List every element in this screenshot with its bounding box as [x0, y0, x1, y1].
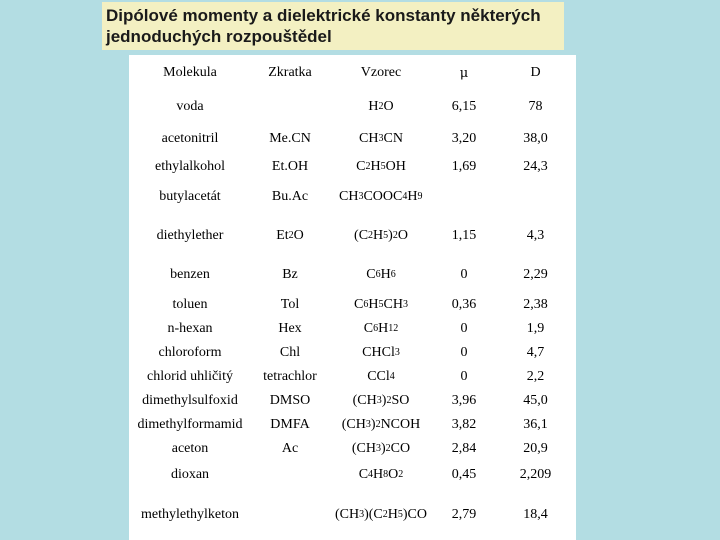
title-line-1: Dipólové momenty a dielektrické konstanty některých — [106, 6, 541, 25]
table-row — [129, 365, 576, 389]
cell-mu: 1,15 — [451, 228, 477, 243]
cell-mu: 2,84 — [451, 441, 477, 456]
cell-molekula: dioxan — [170, 467, 210, 482]
cell-vzorec: C 4 H 8 O 2 — [358, 467, 404, 482]
cell-molekula: ethylalkohol — [155, 159, 225, 174]
cell-d: 2,2 — [526, 369, 545, 384]
cell-zkratka — [251, 91, 329, 123]
cell-vzorec: (CH 3 ) 2 CO — [351, 441, 411, 456]
cell-mu: 0,45 — [451, 467, 477, 482]
cell-d: 2,38 — [523, 297, 548, 312]
header-vzorec: Vzorec — [360, 65, 402, 80]
cell-zkratka: Bz — [282, 267, 298, 282]
table-row — [129, 123, 576, 155]
table-row — [129, 461, 576, 489]
header-zkratka: Zkratka — [268, 65, 312, 80]
table-row — [129, 179, 576, 215]
cell-vzorec: (CH 3 )(C 2 H 5 )CO — [334, 506, 428, 522]
cell-vzorec: CHCl 3 — [362, 345, 400, 360]
table-row — [129, 341, 576, 365]
cell-zkratka: Hex — [278, 321, 302, 336]
cell-d: 4,7 — [526, 345, 545, 360]
cell-zkratka: DMFA — [270, 417, 310, 432]
cell-mu: 3,96 — [451, 393, 477, 408]
cell-molekula: voda — [176, 99, 204, 114]
cell-zkratka — [251, 461, 329, 489]
table-row — [129, 215, 576, 257]
cell-mu: 1,69 — [451, 159, 477, 174]
cell-molekula: n-hexan — [167, 321, 213, 336]
cell-molekula: chloroform — [158, 345, 222, 360]
cell-zkratka: Tol — [280, 297, 300, 312]
cell-mu: 0 — [460, 267, 468, 282]
cell-mu: 0 — [460, 369, 468, 384]
cell-vzorec: C 2 H 5 OH — [356, 159, 406, 174]
table-row — [129, 257, 576, 293]
cell-mu: 2,79 — [451, 506, 477, 522]
cell-zkratka: Me.CN — [269, 131, 311, 146]
cell-zkratka — [251, 489, 329, 540]
table-row — [129, 293, 576, 317]
cell-vzorec: (CH 3 ) 2 NCOH — [341, 417, 421, 432]
cell-d — [495, 179, 576, 215]
slide-title — [102, 2, 564, 50]
cell-molekula: butylacetát — [159, 189, 221, 204]
cell-molekula: chlorid uhličitý — [147, 369, 233, 384]
cell-d: 2,29 — [523, 267, 548, 282]
cell-d: 18,4 — [523, 506, 548, 522]
cell-zkratka: Ac — [281, 441, 299, 456]
cell-molekula: diethylether — [156, 228, 224, 243]
cell-d: 36,1 — [523, 417, 548, 432]
cell-d: 20,9 — [523, 441, 548, 456]
cell-d: 4,3 — [526, 228, 545, 243]
cell-zkratka: DMSO — [269, 393, 311, 408]
title-line-2: jednoduchých rozpouštědel — [106, 27, 332, 46]
cell-vzorec: H 2 O — [368, 99, 394, 114]
table-header-row — [129, 55, 576, 91]
table-row — [129, 437, 576, 461]
cell-vzorec: (CH 3 ) 2 SO — [352, 393, 410, 408]
table-row — [129, 389, 576, 413]
cell-d: 2,209 — [519, 467, 552, 482]
cell-mu: 3,82 — [451, 417, 477, 432]
cell-zkratka: Et.OH — [271, 159, 309, 174]
cell-vzorec: CCl 4 — [367, 369, 395, 384]
cell-mu: 0 — [460, 321, 468, 336]
cell-zkratka: Bu.Ac — [271, 189, 309, 204]
cell-molekula: methylethylketon — [141, 506, 239, 522]
cell-molekula: toluen — [172, 297, 208, 312]
table-row — [129, 489, 576, 540]
table-row — [129, 155, 576, 179]
cell-d: 45,0 — [523, 393, 548, 408]
cell-molekula: aceton — [171, 441, 209, 456]
header-d: D — [530, 65, 541, 80]
cell-mu: 3,20 — [451, 131, 477, 146]
table-row — [129, 91, 576, 123]
cell-vzorec: C 6 H 6 — [366, 267, 396, 282]
cell-vzorec: C 6 H 12 — [363, 321, 399, 336]
cell-mu: 0,36 — [451, 297, 477, 312]
cell-molekula: dimethylsulfoxid — [142, 393, 238, 408]
table-row — [129, 413, 576, 437]
cell-d: 1,9 — [526, 321, 545, 336]
header-molekula: Molekula — [163, 65, 217, 80]
cell-mu: 6,15 — [451, 99, 477, 114]
cell-zkratka: Chl — [279, 345, 301, 360]
cell-d: 24,3 — [523, 159, 548, 174]
cell-mu — [433, 179, 495, 215]
cell-molekula: dimethylformamid — [137, 417, 243, 432]
cell-d: 38,0 — [523, 131, 548, 146]
cell-molekula: acetonitril — [161, 131, 219, 146]
cell-vzorec: C 6 H 5 CH 3 — [354, 297, 408, 312]
solvent-table — [129, 55, 576, 540]
cell-zkratka: tetrachlor — [263, 369, 317, 384]
header-mu: μ — [459, 65, 469, 81]
cell-mu: 0 — [460, 345, 468, 360]
table-row — [129, 317, 576, 341]
cell-vzorec: CH 3 CN — [359, 131, 403, 146]
cell-d: 78 — [528, 99, 543, 114]
cell-vzorec: CH 3 COOC 4 H 9 — [339, 189, 423, 204]
cell-vzorec: (C 2 H 5 ) 2 O — [354, 228, 408, 243]
cell-molekula: benzen — [170, 267, 210, 282]
cell-zkratka: Et 2 O — [276, 228, 304, 243]
